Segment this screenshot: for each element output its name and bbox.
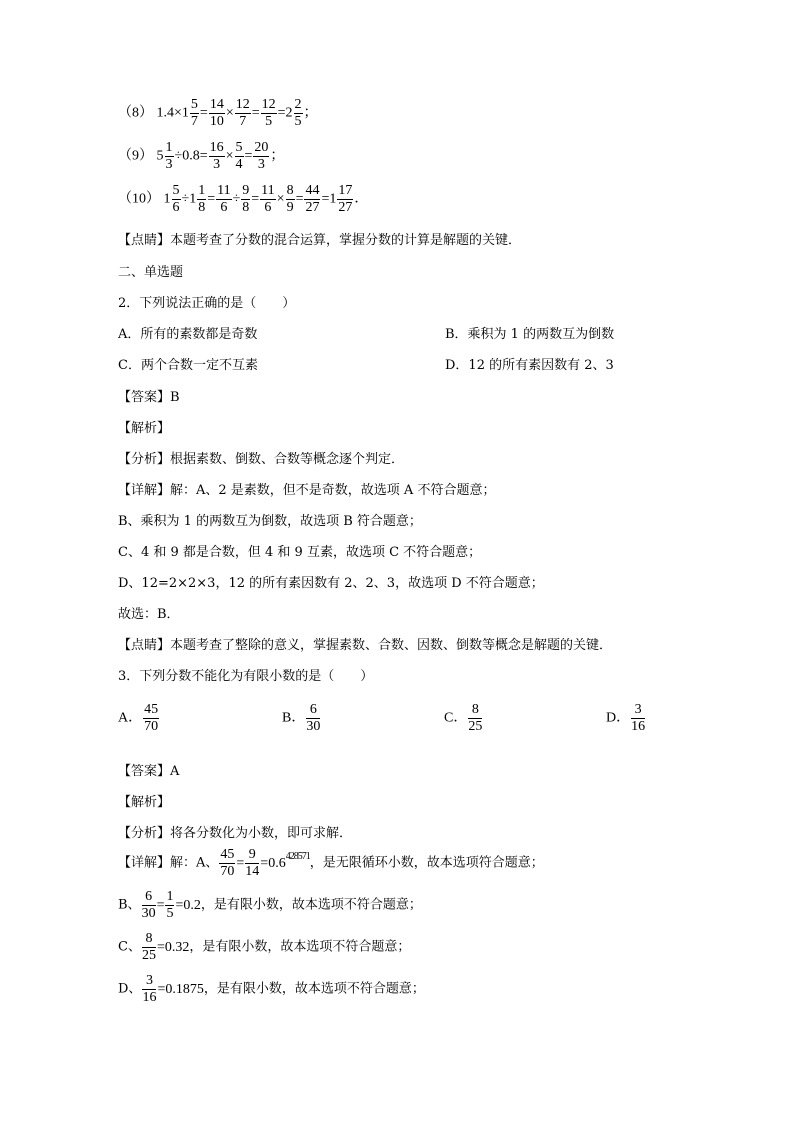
fraction — [190, 98, 199, 129]
fraction — [241, 184, 250, 215]
fraction — [245, 848, 259, 879]
numerator: 1 — [198, 183, 206, 198]
denominator: 25 — [141, 948, 156, 963]
comment-1: 【点睛】本题考查了分数的混合运算，掌握分数的计算是解题的关键． — [118, 233, 522, 248]
whole: 1 — [181, 105, 189, 121]
numerator: 8 — [142, 932, 156, 948]
denominator: 5 — [166, 906, 174, 921]
section-heading: 二、单选题 — [118, 265, 184, 280]
fraction — [209, 98, 225, 129]
q2-detail-line: 故选：B． — [118, 607, 180, 622]
numerator: 2 — [294, 97, 302, 112]
denominator: 6 — [172, 200, 180, 215]
fraction — [286, 184, 295, 215]
fraction — [304, 184, 320, 215]
denominator: 5 — [294, 114, 302, 129]
numerator: 45 — [144, 702, 159, 717]
calc-line-8: （8） 1.4×1 $\frac{5}{7}$ = $\frac{14}{10}$ × $\frac{12}{7}$ = $\frac{12}{5}$ =2 $\frac{2}{5}$ ； — [118, 97, 318, 129]
whole: 1 — [163, 191, 171, 207]
q2-jiexi: 【解析】 — [118, 421, 171, 436]
numerator: 45 — [220, 847, 235, 862]
number: 1.4 — [156, 105, 174, 121]
denominator: 8 — [198, 200, 206, 215]
numerator: 17 — [338, 183, 353, 198]
numerator: 11 — [261, 183, 275, 198]
numerator: 16 — [209, 140, 224, 155]
whole: 1 — [329, 191, 337, 207]
q3-option-b — [282, 703, 321, 734]
q2-analysis: 【分析】根据素数、倒数、合数等概念逐个判定． — [118, 452, 405, 467]
denominator: 16 — [142, 990, 157, 1005]
numerator: 5 — [172, 183, 180, 198]
fraction — [216, 184, 231, 215]
q2-option-d: D．12 的所有素因数有 2、3 — [445, 358, 614, 373]
fraction — [209, 141, 225, 172]
numerator: 20 — [254, 140, 269, 155]
decimal-value: 0.6 — [268, 855, 286, 871]
fraction — [142, 932, 156, 963]
denominator: 3 — [257, 157, 265, 172]
option-label: A． — [118, 710, 143, 726]
numerator: 14 — [209, 97, 224, 112]
repeating-digits: 428571 — [285, 850, 310, 862]
denominator: 9 — [286, 200, 294, 215]
detail-tail: ，是无限循环小数，故本选项符合题意； — [309, 855, 544, 871]
q3-detail-a: 【详解】解：A、 $\frac{45}{70}$ = $\frac{9}{14}$ $=0.6^{428571}$，是无限循环小数，故本选项符合题意； — [118, 847, 544, 879]
q2-option-a: A．所有的素数都是奇数 — [118, 327, 258, 342]
fraction — [253, 141, 269, 172]
fraction — [261, 98, 277, 129]
denominator: 30 — [306, 719, 321, 734]
q2-detail-line: C、4 和 9 都是合数，但 4 和 9 互素，故选项 C 不符合题意； — [118, 545, 482, 560]
detail-tail: ，是有限小数，故本选项不符合题意； — [189, 939, 411, 955]
denominator: 7 — [190, 114, 198, 129]
denominator: 25 — [468, 719, 483, 734]
option-label: B． — [282, 710, 306, 726]
denominator: 3 — [165, 157, 173, 172]
fraction — [294, 98, 303, 129]
calc-line-10: （10） 1 $\frac{5}{6}$ ÷1 $\frac{1}{8}$ = $\frac{11}{6}$ ÷ $\frac{9}{8}$ = $\frac{11}{6}$ × $\frac{8}{9}$ = $\frac{44}{27}$ =1 $\frac{17}{27}$ ． — [118, 183, 369, 215]
fraction — [197, 184, 206, 215]
numerator: 3 — [631, 703, 645, 719]
operator: × — [225, 148, 234, 164]
denominator: 5 — [265, 114, 273, 129]
decimal-value: 0.32 — [164, 939, 190, 955]
numerator: 6 — [306, 703, 320, 719]
detail-tail: ，是有限小数，故本选项不符合题意； — [200, 897, 422, 913]
punct: ． — [354, 191, 369, 207]
numerator: 1 — [165, 140, 173, 155]
detail-prefix: D、 — [118, 981, 142, 997]
decimal-value: 0.2 — [183, 897, 201, 913]
detail-prefix: 【详解】解：A、 — [118, 855, 219, 871]
operator: ÷ — [174, 148, 183, 164]
denominator: 6 — [220, 200, 228, 215]
detail-tail: ，是有限小数，故本选项不符合题意； — [203, 981, 425, 997]
numerator: 5 — [235, 140, 243, 155]
fraction — [631, 703, 645, 734]
q3-option-c — [444, 703, 483, 734]
denominator: 7 — [239, 114, 247, 129]
denominator: 10 — [209, 114, 224, 129]
decimal-value: 0.1875 — [165, 981, 204, 997]
calc-label: （8） — [118, 105, 153, 121]
q2-detail-line: B、乘积为 1 的两数互为倒数，故选项 B 符合题意； — [118, 514, 422, 529]
numerator: 8 — [468, 703, 482, 719]
denominator: 3 — [213, 157, 221, 172]
denominator: 6 — [264, 200, 272, 215]
fraction — [337, 184, 353, 215]
numerator: 12 — [235, 97, 250, 112]
q3-detail-d: D、 $\frac{3}{16}$ =0.1875，是有限小数，故本选项不符合题意； — [118, 973, 425, 1005]
q3-jiexi: 【解析】 — [118, 795, 171, 810]
numerator: 11 — [217, 183, 231, 198]
numerator: 9 — [242, 183, 250, 198]
numerator: 12 — [261, 97, 276, 112]
numerator: 9 — [245, 848, 259, 864]
operator: × — [225, 105, 234, 121]
numerator: 44 — [305, 183, 320, 198]
punct: ； — [303, 105, 318, 121]
fraction — [142, 974, 156, 1005]
q2-stem: 2．下列说法正确的是（ ） — [118, 296, 296, 311]
q3-detail-c: C、 $\frac{8}{25}$ =0.32，是有限小数，故本选项不符合题意； — [118, 931, 411, 963]
q3-option-a — [118, 703, 160, 734]
fraction — [219, 848, 235, 879]
mixed-number — [182, 98, 200, 129]
q2-detail-line: D、12=2×2×3，12 的所有素因数有 2、2、3，故选项 D 不符合题意； — [118, 576, 544, 591]
operator: × — [276, 191, 285, 207]
fraction — [172, 184, 181, 215]
denominator: 14 — [245, 864, 260, 879]
number: 0.8 — [182, 148, 200, 164]
detail-prefix: C、 — [118, 939, 141, 955]
q3-analysis: 【分析】将各分数化为小数，即可求解． — [118, 826, 353, 841]
operator: ÷ — [181, 191, 190, 207]
operator: ÷ — [232, 191, 241, 207]
denominator: 70 — [220, 864, 235, 879]
denominator: 30 — [141, 906, 156, 921]
q2-option-b: B．乘积为 1 的两数互为倒数 — [445, 327, 615, 342]
operator: × — [174, 105, 182, 121]
fraction — [142, 890, 156, 921]
whole: 5 — [156, 148, 164, 164]
q3-stem: 3．下列分数不能化为有限小数的是（ ） — [118, 669, 374, 684]
q2-option-c: C．两个合数一定不互素 — [118, 358, 258, 373]
calc-label: （10） — [118, 191, 160, 207]
fraction — [165, 141, 174, 172]
denominator: 70 — [144, 719, 159, 734]
numerator: 1 — [166, 889, 174, 904]
denominator: 8 — [242, 200, 250, 215]
numerator: 8 — [286, 183, 294, 198]
q3-detail-b: B、 $\frac{6}{30}$ = $\frac{1}{5}$ =0.2，是有限小数，故本选项不符合题意； — [118, 889, 422, 921]
fraction — [235, 98, 251, 129]
fraction — [468, 703, 482, 734]
denominator: 4 — [235, 157, 243, 172]
q3-answer: 【答案】A — [118, 764, 180, 779]
punct: ； — [270, 148, 285, 164]
numerator: 5 — [190, 97, 198, 112]
q2-answer: 【答案】B — [118, 390, 180, 405]
q3-option-d — [606, 703, 646, 734]
fraction — [260, 184, 275, 215]
calc-label: （9） — [118, 148, 153, 164]
fraction — [235, 141, 244, 172]
fraction — [143, 703, 159, 734]
option-label: C． — [444, 710, 468, 726]
whole: 1 — [189, 191, 197, 207]
whole: 2 — [285, 105, 293, 121]
q2-comment: 【点睛】本题考查了整除的意义，掌握素数、合数、因数、倒数等概念是解题的关键． — [118, 638, 613, 653]
fraction — [165, 890, 174, 921]
calc-line-9: （9） 5 $\frac{1}{3}$ ÷0.8= $\frac{16}{3}$ × $\frac{5}{4}$ = $\frac{20}{3}$ ； — [118, 140, 285, 172]
denominator: 27 — [338, 200, 353, 215]
q2-detail-line: 【详解】解：A、2 是素数，但不是奇数，故选项 A 不符合题意； — [118, 483, 496, 498]
numerator: 6 — [142, 890, 156, 906]
denominator: 27 — [305, 200, 320, 215]
denominator: 16 — [631, 719, 646, 734]
option-label: D． — [606, 710, 631, 726]
numerator: 3 — [142, 974, 156, 990]
fraction — [306, 703, 320, 734]
detail-prefix: B、 — [118, 897, 141, 913]
